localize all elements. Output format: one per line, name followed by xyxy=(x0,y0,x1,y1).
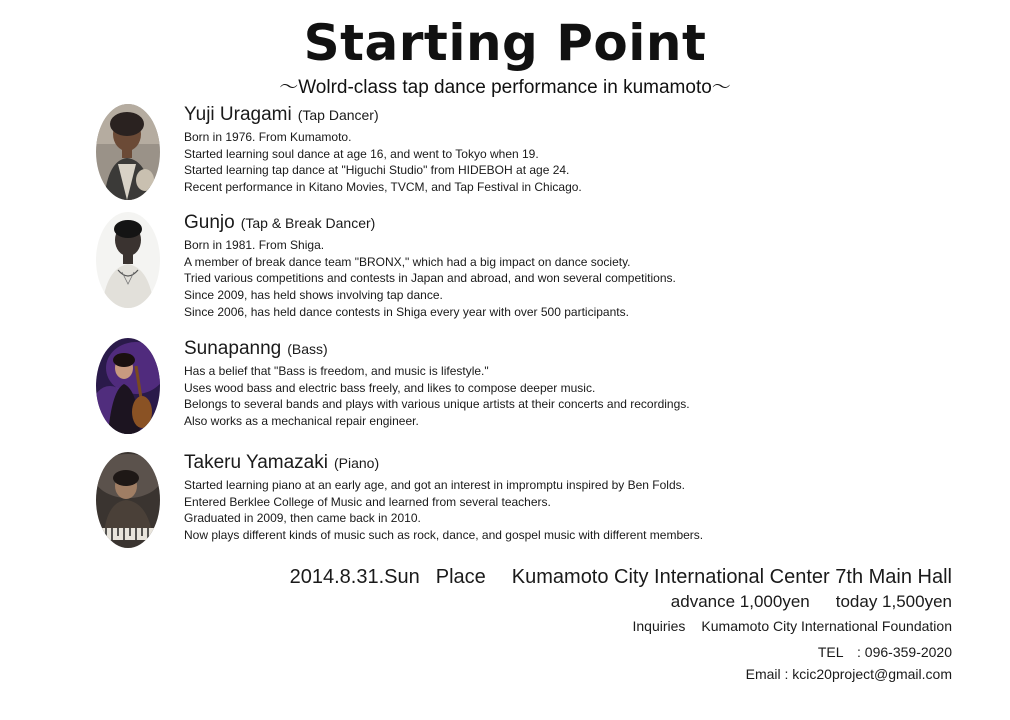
description-line: Tried various competitions and contests in Japan and abroad, and won several competitions. xyxy=(184,271,676,286)
yuji-uragami-photo xyxy=(96,104,160,200)
description-line: Since 2009, has held shows involving tap dance. xyxy=(184,288,443,303)
description-line: Recent performance in Kitano Movies, TVCM, and Tap Festival in Chicago. xyxy=(184,180,582,195)
performer-name: Yuji Uragami xyxy=(184,104,292,125)
description-line: Now plays different kinds of music such as rock, dance, and gospel music with different members. xyxy=(184,528,704,543)
description-line: Since 2006, has held dance contests in Shiga every year with over 500 participants. xyxy=(184,304,629,319)
performer-role: (Tap & Break Dancer) xyxy=(240,215,376,231)
description-line: Graduated in 2009, then came back in 2010. xyxy=(184,511,421,526)
performer-name-line xyxy=(184,212,884,234)
performer-role: (Bass) xyxy=(287,341,328,357)
performer-name-line xyxy=(184,452,884,474)
performer-role: (Piano) xyxy=(333,455,380,471)
inquiries-label: Inquiries xyxy=(632,618,686,634)
description-line: Started learning soul dance at age 16, and went to Tokyo when 19. xyxy=(184,146,539,161)
description-line: Belongs to several bands and plays with various unique artists at their concerts and recordings. xyxy=(184,397,690,412)
gunjo-photo xyxy=(96,212,160,308)
performer-name: Gunjo xyxy=(184,212,235,233)
takeru-yamazaki-photo xyxy=(96,452,160,548)
description-line: Started learning piano at an early age, and got an interest in impromptu inspired by Ben Folds. xyxy=(184,478,685,492)
sunapanng-photo xyxy=(96,338,160,434)
performer-name-line xyxy=(184,338,884,360)
page-subtitle: 〜Wolrd-class tap dance performance in kumamoto〜 xyxy=(279,77,731,98)
event-place-label: Place xyxy=(435,566,486,588)
event-date: 2014.8.31.Sun xyxy=(289,566,420,588)
event-inquiries xyxy=(632,618,952,634)
event-telephone: TEL : 096-359-2020 xyxy=(817,644,952,660)
today-price: today 1,500yen xyxy=(835,592,952,611)
event-place: Kumamoto City International Center 7th Main Hall xyxy=(511,566,952,588)
performer-description xyxy=(184,237,884,321)
performer-name: Takeru Yamazaki xyxy=(184,452,328,473)
description-line: Born in 1976. From Kumamoto. xyxy=(184,130,352,144)
performer-description xyxy=(184,129,884,196)
performer-name-line xyxy=(184,104,884,126)
advance-price: advance 1,000yen xyxy=(670,592,810,611)
description-line: Also works as a mechanical repair engineer. xyxy=(184,414,419,429)
performer-role: (Tap Dancer) xyxy=(297,107,379,123)
performer-description xyxy=(184,477,884,544)
performer-name: Sunapanng xyxy=(184,338,282,359)
description-line: A member of break dance team "BRONX," which had a big impact on dance society. xyxy=(184,254,631,269)
description-line: Has a belief that "Bass is freedom, and music is lifestyle." xyxy=(184,364,489,378)
description-line: Started learning tap dance at "Higuchi Studio" from HIDEBOH at age 24. xyxy=(184,163,570,178)
inquiries-organization: Kumamoto City International Foundation xyxy=(701,618,952,634)
description-line: Uses wood bass and electric bass freely, and likes to compose deeper music. xyxy=(184,380,596,395)
event-email: Email : kcic20project@gmail.com xyxy=(745,666,952,682)
description-line: Born in 1981. From Shiga. xyxy=(184,238,325,252)
performer-description xyxy=(184,363,884,430)
event-date-place xyxy=(290,566,952,589)
page-title: Starting Point xyxy=(303,14,707,72)
event-prices xyxy=(671,592,952,612)
description-line: Entered Berklee College of Music and learned from several teachers. xyxy=(184,494,551,509)
